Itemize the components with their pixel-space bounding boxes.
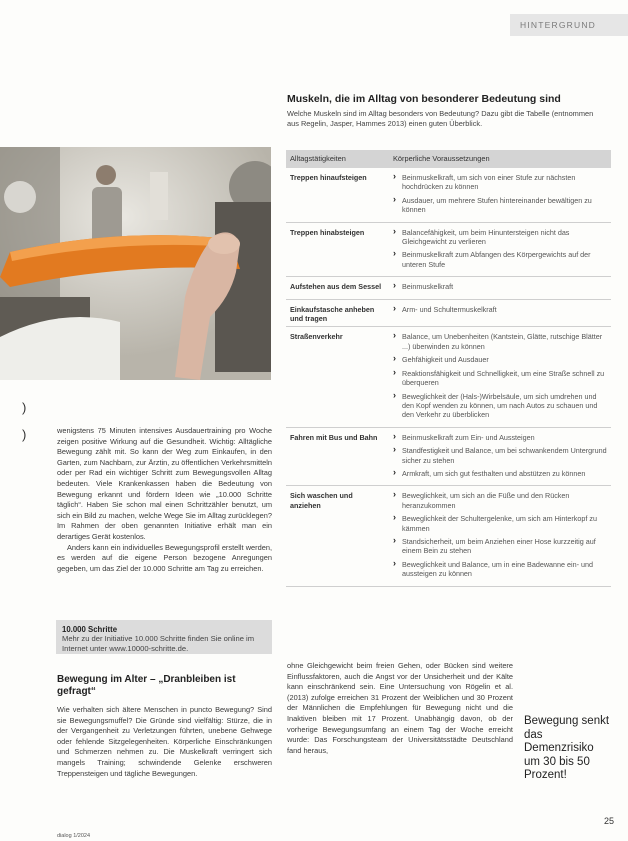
requirements-cell bbox=[389, 168, 611, 222]
activity-cell: Treppen hinabsteigen bbox=[286, 222, 389, 277]
table-row bbox=[286, 222, 611, 277]
col-activity-header: Alltagstätigkeiten bbox=[286, 150, 389, 168]
body-column-3 bbox=[287, 661, 513, 756]
requirement-item: › Armkraft, um sich gut festhalten und abstützen zu können bbox=[393, 469, 607, 478]
requirement-item: › Beinmuskelkraft zum Ein- und Aussteigen bbox=[393, 433, 607, 442]
activity-cell: Aufstehen aus dem Sessel bbox=[286, 277, 389, 299]
pull-quote: Bewegung senkt das Demenzrisiko um 30 bis 50 Prozent! bbox=[524, 715, 610, 782]
requirement-item: › Beinmuskelkraft, um sich von einer Stufe zur nächsten hochdrücken zu können bbox=[393, 173, 607, 192]
footer-issue: dialog 1/2024 bbox=[57, 833, 91, 839]
table-row bbox=[286, 327, 611, 427]
table-row bbox=[286, 427, 611, 486]
table-title: Muskeln, die im Alltag von besonderer Bedeutung sind bbox=[287, 93, 561, 105]
table-intro: Welche Muskeln sind im Alltag besonders von Bedeutung? Dazu gibt die Tabelle (entnommen aus Regelin, Jasper, Hammes 2013) einen guten Überblick. bbox=[287, 109, 594, 128]
requirement-item: › Beweglichkeit der Schultergelenke, um sich am Hinterkopf zu kämmen bbox=[393, 514, 607, 533]
table-row bbox=[286, 277, 611, 299]
requirement-item: › Standsicherheit, um beim Anziehen einer Hose kurzzeitig auf einem Bein zu stehen bbox=[393, 537, 607, 556]
table-row bbox=[286, 486, 611, 586]
requirement-item: › Gehfähigkeit und Ausdauer bbox=[393, 355, 607, 364]
requirement-item: › Arm- und Schultermuskelkraft bbox=[393, 305, 607, 314]
requirement-item: › Balancefähigkeit, um beim Hinuntersteigen nicht das Gleichgewicht zu verlieren bbox=[393, 228, 607, 247]
bracket-mark: ) bbox=[22, 427, 27, 442]
bracket-mark: ) bbox=[22, 400, 27, 415]
table-row bbox=[286, 168, 611, 222]
activity-cell: Straßenverkehr bbox=[286, 327, 389, 427]
muscle-table bbox=[286, 150, 611, 587]
body-column-1 bbox=[57, 426, 272, 574]
activity-cell: Fahren mit Bus und Bahn bbox=[286, 427, 389, 486]
section-heading: Bewegung im Alter – „Dranbleiben ist gefragt“ bbox=[57, 674, 236, 697]
page-number: 25 bbox=[603, 816, 614, 826]
info-box bbox=[56, 620, 272, 654]
requirement-item: › Beweglichkeit, um sich an die Füße und den Rücken heranzukommen bbox=[393, 491, 607, 510]
paragraph: wenigstens 75 Minuten intensives Ausdauertraining pro Woche zeigen positive Wirkung auf die Gesundheit. Wichtig: Alltägliche Bewegung zählt mit. So kann der Weg zum Einkaufen, in den Garten, zum Nachbarn, zur Ärztin, zu öffentlichen Verkehrsmitteln oder per Rad ein wichtiger Schritt zum Bewegungsvollen Alltag bedeuten. Viele Krankenkassen haben die Bedeutung von Bewegung erkannt und fördern Ideen wie „10.000 Schritte täglich“. Haben Sie schon mal einen Schrittzähler benutzt, um sich ein Bild zu machen, welche Wege Sie im Alltag zurücklegen? Im Rahmen der oben genannten Initiative erhält man ein derartiges Gerät kostenlos. bbox=[57, 426, 272, 541]
requirement-item: › Reaktionsfähigkeit und Schnelligkeit, um eine Straße schnell zu überqueren bbox=[393, 369, 607, 388]
requirements-cell bbox=[389, 277, 611, 299]
requirement-item: › Beinmuskelkraft zum Abfangen des Körpergewichts auf der unteren Stufe bbox=[393, 250, 607, 269]
requirement-item: › Beweglichkeit und Balance, um in eine Badewanne ein- und aussteigen zu können bbox=[393, 560, 607, 579]
requirements-cell bbox=[389, 486, 611, 586]
col-requirements-header: Körperliche Voraussetzungen bbox=[389, 150, 611, 168]
requirements-cell bbox=[389, 427, 611, 486]
requirement-item: › Beweglichkeit der (Hals-)Wirbelsäule, um sich umdrehen und den Kopf wenden zu können, um nach Autos zu schauen und den Verkehr zu überblicken bbox=[393, 392, 607, 420]
paragraph: Anders kann ein individuelles Bewegungsprofil erstellt werden, es werden auf die eigene Person bezogene Anregungen gegeben, um das Ziel der 10.000 Schritte am Tag zu erreichen. bbox=[57, 542, 272, 573]
activity-cell: Sich waschen und anziehen bbox=[286, 486, 389, 586]
info-box-text: Mehr zu der Initiative 10.000 Schritte finden Sie online im Internet unter www.10000-schritte.de. bbox=[62, 634, 255, 653]
body-column-2 bbox=[57, 705, 272, 779]
section-tag: HINTERGRUND bbox=[510, 14, 628, 36]
requirements-cell bbox=[389, 222, 611, 277]
requirement-item: › Ausdauer, um mehrere Stufen hintereinander bewältigen zu können bbox=[393, 196, 607, 215]
requirement-item: › Standfestigkeit und Balance, um bei schwankendem Untergrund sicher zu stehen bbox=[393, 446, 607, 465]
exercise-photo bbox=[0, 147, 271, 380]
requirements-cell bbox=[389, 299, 611, 327]
table-header-row bbox=[286, 150, 611, 168]
paragraph: ohne Gleichgewicht beim freien Gehen, oder Bücken sind weitere Einflussfaktoren, auch die Angst vor der Unsicherheit und der Kälte kann einschränkend sein. Eine Untersuchung von Rögelin et al. (2013) zufolge erreichen 31 Prozent der Weiblichen und 30 Prozent der Männlichen die Empfehlungen für Bewegung nicht und die Inaktiven bleiben mit 17 Prozent. Unabhängig davon, ob der vorherige Bewegungsumfang an einem Tag der Woche erreicht wurde: Das Forschungsteam der Universitätsstädte Deutschland fand heraus, bbox=[287, 661, 513, 755]
info-box-title: 10.000 Schritte bbox=[62, 625, 118, 634]
activity-cell: Treppen hinaufsteigen bbox=[286, 168, 389, 222]
requirements-cell bbox=[389, 327, 611, 427]
paragraph: Wie verhalten sich ältere Menschen in puncto Bewegung? Sind sie Bewegungsmuffel? Die Gründe sind vielfältig: Stürze, die in der Vergangenheit zu Verletzungen führten, unebene Gehwege oder fehlende Sitzgelegenheiten. Körperliche Einschränkungen und Schmerzen nehmen zu. Die Muskelkraft verringert sich mangels Training; schwindende Gelenke erschweren Treppensteigen und tägliche Bewegungen. bbox=[57, 705, 272, 778]
requirement-item: › Balance, um Unebenheiten (Kantstein, Glätte, rutschige Blätter ...) überwinden zu können bbox=[393, 332, 607, 351]
table-row bbox=[286, 299, 611, 327]
requirement-item: › Beinmuskelkraft bbox=[393, 282, 607, 291]
activity-cell: Einkaufstasche anheben und tragen bbox=[286, 299, 389, 327]
